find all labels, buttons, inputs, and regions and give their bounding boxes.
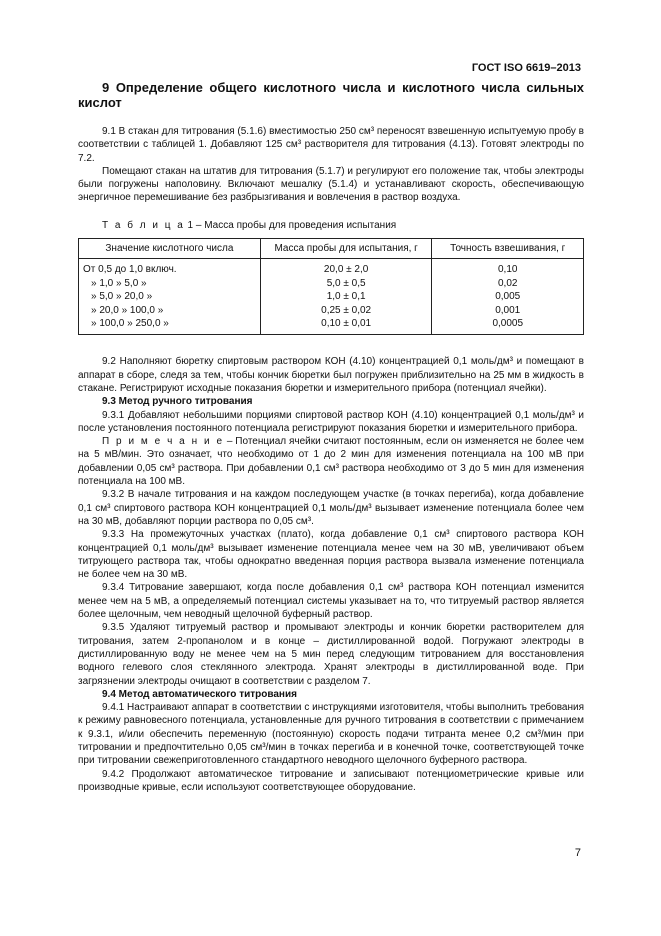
- table-header-sample-mass: Масса пробы для испытания, г: [260, 239, 432, 259]
- paragraph-9-4-1: 9.4.1 Настраивают аппарат в соответствии с инструкциями изготовителя, чтобы выполнить требования к режиму равновесного потенциала, установленные для ручного титрования в соответствии с примечанием к 9.3.1, и/или обеспечить переменную (постоянную) скорость подачи титранта менее 0,2 см³/мин при титровании и предпочтительно 0,05 см³/мин в точках перегиба и в конечной точке, соответствующей точке при титровании свежеприготовленного стандартного неводного щелочного буферного раствора.: [78, 702, 584, 767]
- table-caption: [78, 219, 584, 232]
- note-label: П р и м е ч а н и е: [102, 436, 225, 448]
- subsection-heading-9-3: 9.3 Метод ручного титрования: [102, 396, 253, 408]
- paragraph-9-1: 9.1 В стакан для титрования (5.1.6) вместимостью 250 см³ переносят взвешенную испытуемую пробу в соответствии с таблицей 1. Добавляют 125 см³ растворителя для титрования (4.13). Готовят электроды по 7.2.: [78, 126, 584, 164]
- note-paragraph: [78, 435, 584, 488]
- paragraph-9-2: 9.2 Наполняют бюретку спиртовым раствором КОН (4.10) концентрацией 0,1 моль/дм³ и помещают в аппарат в сборе, следя за тем, чтобы кончик бюретки был погружен приблизительно на 25 мм в жидкость в стакане. Регистрируют исходные показания бюретки и измерительного прибора (потенциал ячейки).: [78, 356, 584, 394]
- note-text: – Потенциал ячейки считают постоянным, если он изменяется не более чем на 5 мВ/мин. Это означает, что необходимо от 1 до 2 мин для изменения потенциала на 100 мВ при добавлении 0,05 см³ раствора. При добавлении 0,1 см³ раствора необходимо от 3 до 5 мин для изменения потенциала на 100 мВ.: [78, 436, 584, 488]
- section-title: 9 Определение общего кислотного числа и кислотного числа сильных кислот: [78, 80, 584, 110]
- table-header-row: [79, 239, 584, 259]
- page-body: [78, 80, 584, 794]
- paragraph-9-4-2: 9.4.2 Продолжают автоматическое титрование и записывают потенциометрические кривые или производные кривые, если используют соответствующее оборудование.: [78, 768, 584, 793]
- paragraph-9-3-2: 9.3.2 В начале титрования и на каждом последующем участке (в точках перегиба), когда добавление 0,1 см³ спиртового раствора КОН концентрацией 0,1 моль/дм³ вызывает изменение потенциала более чем на 30 мВ, добавляют порции раствора по 0,05 см³.: [78, 489, 584, 527]
- subsection-heading-9-4: 9.4 Метод автоматического титрования: [102, 688, 297, 700]
- document-header: ГОСТ ISO 6619–2013: [471, 62, 581, 74]
- table-header-acid-number: Значение кислотного числа: [79, 239, 261, 259]
- table-caption-label: Т а б л и ц а: [102, 219, 185, 231]
- paragraph-9-1-b: Помещают стакан на штатив для титрования (5.1.7) и регулируют его положение так, чтобы электроды были погружены наполовину. Включают мешалку (5.1.4) и устанавливают скорость, обеспечивающую энергичное перемешивание без разбрызгивания и вовлечения в раствор воздуха.: [78, 165, 584, 204]
- paragraph-9-3-1: 9.3.1 Добавляют небольшими порциями спиртовой раствор КОН (4.10) концентрацией 0,1 моль/дм³ и после установления постоянного потенциала регистрируют показания бюретки и измерительного прибора.: [78, 409, 584, 434]
- page-number: 7: [574, 847, 581, 859]
- paragraph-9-3-4: 9.3.4 Титрование завершают, когда после добавления 0,1 см³ раствора КОН потенциал изменится менее чем на 5 мВ, а определяемый потенциал системы указывает на то, что титруемый раствор является более щелочным, чем неводный щелочной буферный раствор.: [78, 582, 584, 621]
- table-caption-text: 1 – Масса пробы для проведения испытания: [184, 219, 397, 231]
- sample-mass-table: [78, 238, 584, 335]
- table-cell: 0,10 0,02 0,005 0,001 0,0005: [432, 259, 584, 335]
- table-header-weighing-accuracy: Точность взвешивания, г: [432, 239, 584, 259]
- table-row: [79, 259, 584, 335]
- paragraph-9-3-3: 9.3.3 На промежуточных участках (плато), когда добавление 0,1 см³ спиртового раствора КОН концентрацией 0,1 моль/дм³ вызывает изменение потенциала менее чем на 30 мВ, увеличивают объем титрующего раствора так, чтобы однократно введенная порция раствора вызвала изменение потенциала не более чем на 30 мВ.: [78, 529, 584, 581]
- table-cell: От 0,5 до 1,0 включ. » 1,0 » 5,0 » » 5,0 » 20,0 » » 20,0 » 100,0 » » 100,0 » 250,0 »: [79, 259, 261, 335]
- table-cell: 20,0 ± 2,0 5,0 ± 0,5 1,0 ± 0,1 0,25 ± 0,02 0,10 ± 0,01: [260, 259, 432, 335]
- paragraph-9-3-5: 9.3.5 Удаляют титруемый раствор и промывают электроды и кончик бюретки растворителем для титрования, затем 2-пропанолом и в конце – дистиллированной водой. Погружают электроды в дистиллированную воду не менее чем на 5 мин перед следующим титрованием для восстановления водного гелевого слоя стеклянного электрода. Хранят электроды в дистиллированной воде. При загрязнении электроды очищают в соответствии с разделом 7.: [78, 622, 584, 687]
